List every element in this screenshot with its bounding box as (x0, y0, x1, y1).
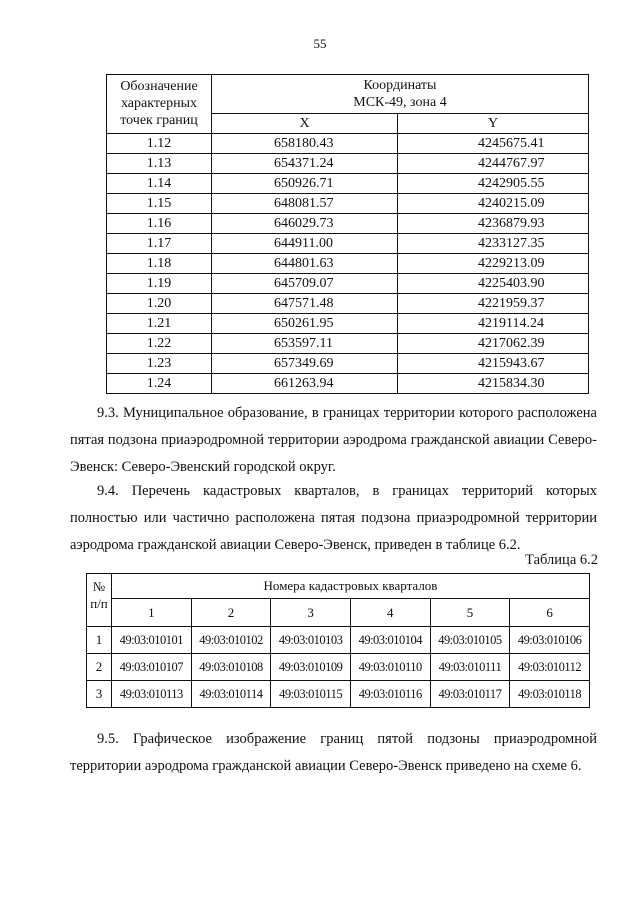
y-cell: 4244767.97 (398, 154, 589, 174)
x-cell: 647571.48 (212, 294, 398, 314)
point-cell: 1.15 (107, 194, 212, 214)
table-row (107, 134, 589, 154)
page-number: 55 (313, 36, 327, 51)
row-number: 2 (87, 654, 112, 681)
y-cell: 4215834.30 (398, 374, 589, 394)
column-numbers-row (87, 599, 590, 627)
table-row (107, 294, 589, 314)
table-row (107, 274, 589, 294)
point-cell: 1.21 (107, 314, 212, 334)
x-cell: 658180.43 (212, 134, 398, 154)
table-row (107, 314, 589, 334)
cadastral-number-cell: 49:03:010117 (430, 681, 510, 708)
y-cell: 4217062.39 (398, 334, 589, 354)
cadastral-number-cell: 49:03:010112 (510, 654, 590, 681)
point-cell: 1.24 (107, 374, 212, 394)
header-coordinate-system: МСК-49, зона 4 (353, 95, 447, 110)
y-cell: 4240215.09 (398, 194, 589, 214)
point-cell: 1.16 (107, 214, 212, 234)
x-cell: 654371.24 (212, 154, 398, 174)
paragraph-9-5: 9.5. Графическое изображение границ пятой подзоны приаэродромной территории аэродрома гражданской авиации Северо-Эвенск приведено на схеме 6. (70, 731, 597, 774)
x-cell: 646029.73 (212, 214, 398, 234)
header-coordinates (212, 75, 589, 114)
point-cell: 1.14 (107, 174, 212, 194)
x-cell: 650261.95 (212, 314, 398, 334)
header-y: Y (398, 114, 589, 134)
cadastral-number-cell: 49:03:010111 (430, 654, 510, 681)
cadastral-number-cell: 49:03:010103 (271, 627, 351, 654)
header-x: X (212, 114, 398, 134)
x-cell: 657349.69 (212, 354, 398, 374)
header-row-number: № п/п (87, 574, 112, 627)
y-cell: 4225403.90 (398, 274, 589, 294)
coordinates-table (106, 74, 589, 394)
cadastral-number-cell: 49:03:010118 (510, 681, 590, 708)
x-cell: 645709.07 (212, 274, 398, 294)
column-number: 5 (430, 599, 510, 627)
paragraph-9-4: 9.4. Перечень кадастровых кварталов, в границах территорий которых полностью или частично расположена пятая подзона приаэродромной территории аэродрома гражданской авиации Северо-Эвенск, приведен в таблице 6.2. (70, 483, 597, 553)
table-row (107, 234, 589, 254)
cadastral-number-cell: 49:03:010109 (271, 654, 351, 681)
x-cell: 644801.63 (212, 254, 398, 274)
cadastral-number-cell: 49:03:010108 (191, 654, 271, 681)
y-cell: 4245675.41 (398, 134, 589, 154)
cadastral-number-cell: 49:03:010105 (430, 627, 510, 654)
cadastral-table-body (87, 627, 590, 708)
coordinates-table-body (107, 134, 589, 394)
y-cell: 4242905.55 (398, 174, 589, 194)
cadastral-number-cell: 49:03:010116 (350, 681, 430, 708)
table-row (87, 627, 590, 654)
point-cell: 1.17 (107, 234, 212, 254)
point-cell: 1.23 (107, 354, 212, 374)
column-number: 3 (271, 599, 351, 627)
cadastral-number-cell: 49:03:010115 (271, 681, 351, 708)
column-number: 2 (191, 599, 271, 627)
header-coordinates-title: Координаты (363, 78, 437, 93)
x-cell: 653597.11 (212, 334, 398, 354)
point-cell: 1.13 (107, 154, 212, 174)
table-row (87, 654, 590, 681)
cadastral-number-cell: 49:03:010114 (191, 681, 271, 708)
x-cell: 648081.57 (212, 194, 398, 214)
header-point-designation: Обозначение характерных точек границ (107, 75, 212, 134)
y-cell: 4236879.93 (398, 214, 589, 234)
point-cell: 1.19 (107, 274, 212, 294)
column-number: 4 (350, 599, 430, 627)
table-row (107, 214, 589, 234)
cadastral-number-cell: 49:03:010107 (112, 654, 192, 681)
cadastral-number-cell: 49:03:010101 (112, 627, 192, 654)
point-cell: 1.12 (107, 134, 212, 154)
y-cell: 4229213.09 (398, 254, 589, 274)
header-cadastral-quarters: Номера кадастровых кварталов (112, 574, 590, 599)
table-row (107, 174, 589, 194)
y-cell: 4233127.35 (398, 234, 589, 254)
point-cell: 1.18 (107, 254, 212, 274)
y-cell: 4221959.37 (398, 294, 589, 314)
table-row (107, 194, 589, 214)
column-number: 6 (510, 599, 590, 627)
table-caption: Таблица 6.2 (525, 552, 598, 568)
cadastral-number-cell: 49:03:010102 (191, 627, 271, 654)
table-row (87, 681, 590, 708)
cadastral-number-cell: 49:03:010106 (510, 627, 590, 654)
y-cell: 4219114.24 (398, 314, 589, 334)
point-cell: 1.20 (107, 294, 212, 314)
x-cell: 644911.00 (212, 234, 398, 254)
row-number: 3 (87, 681, 112, 708)
table-row (107, 374, 589, 394)
paragraph-9-3: 9.3. Муниципальное образование, в границах территории которого расположена пятая подзона приаэродромной территории аэродрома гражданской авиации Северо-Эвенск: Северо-Эвенский городской округ. (70, 405, 597, 475)
table-row (107, 334, 589, 354)
point-cell: 1.22 (107, 334, 212, 354)
x-cell: 650926.71 (212, 174, 398, 194)
cadastral-quarters-table (86, 573, 590, 708)
table-row (107, 354, 589, 374)
table-row (107, 154, 589, 174)
cadastral-number-cell: 49:03:010110 (350, 654, 430, 681)
y-cell: 4215943.67 (398, 354, 589, 374)
row-number: 1 (87, 627, 112, 654)
x-cell: 661263.94 (212, 374, 398, 394)
cadastral-number-cell: 49:03:010113 (112, 681, 192, 708)
column-number: 1 (112, 599, 192, 627)
cadastral-number-cell: 49:03:010104 (350, 627, 430, 654)
table-row (107, 254, 589, 274)
